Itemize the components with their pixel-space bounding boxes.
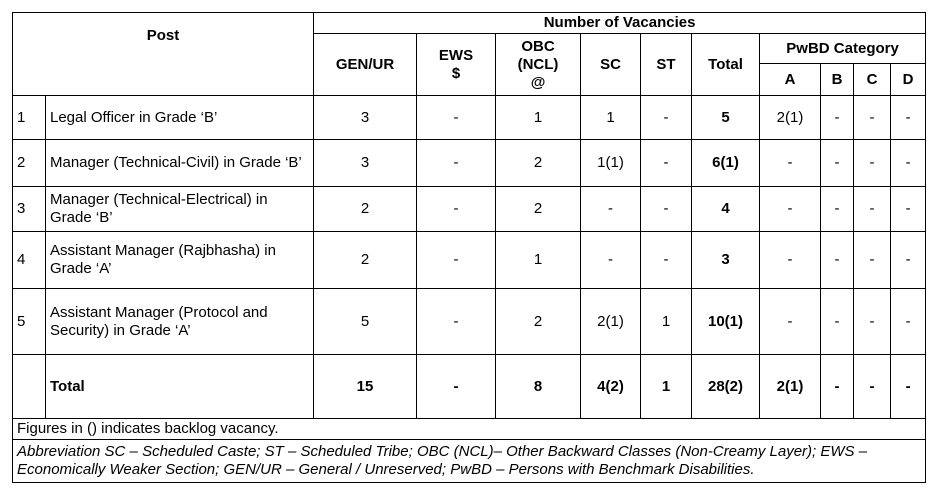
total-st: 1 [641,355,692,419]
row-serial: 2 [13,140,46,187]
header-number-of-vacancies: Number of Vacancies [314,13,926,34]
row-pwbd-d: - [891,232,926,289]
row-obc: 2 [496,140,581,187]
total-sc: 4(2) [581,355,641,419]
row-pwbd-a: - [760,232,821,289]
row-sc: 1(1) [581,140,641,187]
header-ews [417,34,496,96]
header-st: ST [641,34,692,96]
row-pwbd-c: - [854,232,891,289]
header-gen-ur: GEN/UR [314,34,417,96]
row-sc: - [581,232,641,289]
header-obc-line2: (NCL) [517,55,559,73]
total-pwbd-d: - [891,355,926,419]
header-obc-line1: OBC [521,37,555,55]
header-sc: SC [581,34,641,96]
row-sc: - [581,187,641,232]
header-total: Total [692,34,760,96]
row-obc: 1 [496,232,581,289]
row-ews: - [417,96,496,140]
table-row [13,96,926,140]
row-post: Manager (Technical-Civil) in Grade ‘B’ [46,140,314,187]
row-obc: 2 [496,187,581,232]
row-ews: - [417,289,496,355]
total-obc: 8 [496,355,581,419]
header-pwbd-d: D [891,64,926,96]
row-st: - [641,140,692,187]
row-pwbd-d: - [891,96,926,140]
row-gen-ur: 2 [314,232,417,289]
vacancy-table-container [12,12,915,483]
row-pwbd-d: - [891,187,926,232]
table-row [13,187,926,232]
header-obc-line3: @ [530,73,546,91]
total-row [13,355,926,419]
row-pwbd-b: - [821,187,854,232]
total-ews: - [417,355,496,419]
row-st: - [641,232,692,289]
header-ews-line2: $ [451,64,461,82]
total-gen-ur: 15 [314,355,417,419]
backlog-note: Figures in () indicates backlog vacancy. [13,419,926,440]
header-post: Post [13,13,314,96]
row-total: 10(1) [692,289,760,355]
row-post: Assistant Manager (Rajbhasha) in Grade ‘A’ [46,232,314,289]
row-ews: - [417,232,496,289]
header-pwbd-a: A [760,64,821,96]
header-ews-line1: EWS [438,46,474,64]
header-pwbd-c: C [854,64,891,96]
row-pwbd-b: - [821,140,854,187]
vacancy-table [12,12,926,483]
row-serial: 5 [13,289,46,355]
row-pwbd-b: - [821,232,854,289]
row-gen-ur: 2 [314,187,417,232]
row-pwbd-c: - [854,96,891,140]
row-post: Assistant Manager (Protocol and Security) in Grade ‘A’ [46,289,314,355]
total-row-label: Total [46,355,314,419]
row-pwbd-a: - [760,187,821,232]
row-sc: 2(1) [581,289,641,355]
header-pwbd-category: PwBD Category [760,34,926,64]
row-pwbd-a: - [760,289,821,355]
total-pwbd-b: - [821,355,854,419]
abbreviation-note: Abbreviation SC – Scheduled Caste; ST – Scheduled Tribe; OBC (NCL)– Other Backward Classes (Non-Creamy Layer); EWS – Economically Weaker Section; GEN/UR – General / Unreserved; PwBD – Persons with Benchmark Disabilities. [13,440,926,483]
row-sc: 1 [581,96,641,140]
header-obc [496,34,581,96]
row-pwbd-b: - [821,289,854,355]
row-pwbd-a: - [760,140,821,187]
row-pwbd-c: - [854,289,891,355]
row-post: Legal Officer in Grade ‘B’ [46,96,314,140]
footer-note-row [13,419,926,440]
table-row [13,232,926,289]
row-pwbd-c: - [854,187,891,232]
row-gen-ur: 5 [314,289,417,355]
row-st: - [641,96,692,140]
total-pwbd-c: - [854,355,891,419]
row-pwbd-b: - [821,96,854,140]
table-row [13,140,926,187]
row-total: 5 [692,96,760,140]
row-ews: - [417,187,496,232]
row-obc: 2 [496,289,581,355]
row-pwbd-d: - [891,289,926,355]
row-pwbd-c: - [854,140,891,187]
row-post: Manager (Technical-Electrical) in Grade ‘B’ [46,187,314,232]
row-total: 4 [692,187,760,232]
table-row [13,289,926,355]
total-total: 28(2) [692,355,760,419]
row-pwbd-d: - [891,140,926,187]
header-row-1 [13,13,926,34]
row-ews: - [417,140,496,187]
row-total: 6(1) [692,140,760,187]
row-st: 1 [641,289,692,355]
row-serial: 3 [13,187,46,232]
row-st: - [641,187,692,232]
row-obc: 1 [496,96,581,140]
row-serial: 4 [13,232,46,289]
total-row-serial [13,355,46,419]
footer-abbreviation-row [13,440,926,483]
row-total: 3 [692,232,760,289]
header-pwbd-b: B [821,64,854,96]
total-pwbd-a: 2(1) [760,355,821,419]
row-serial: 1 [13,96,46,140]
row-gen-ur: 3 [314,140,417,187]
row-gen-ur: 3 [314,96,417,140]
row-pwbd-a: 2(1) [760,96,821,140]
